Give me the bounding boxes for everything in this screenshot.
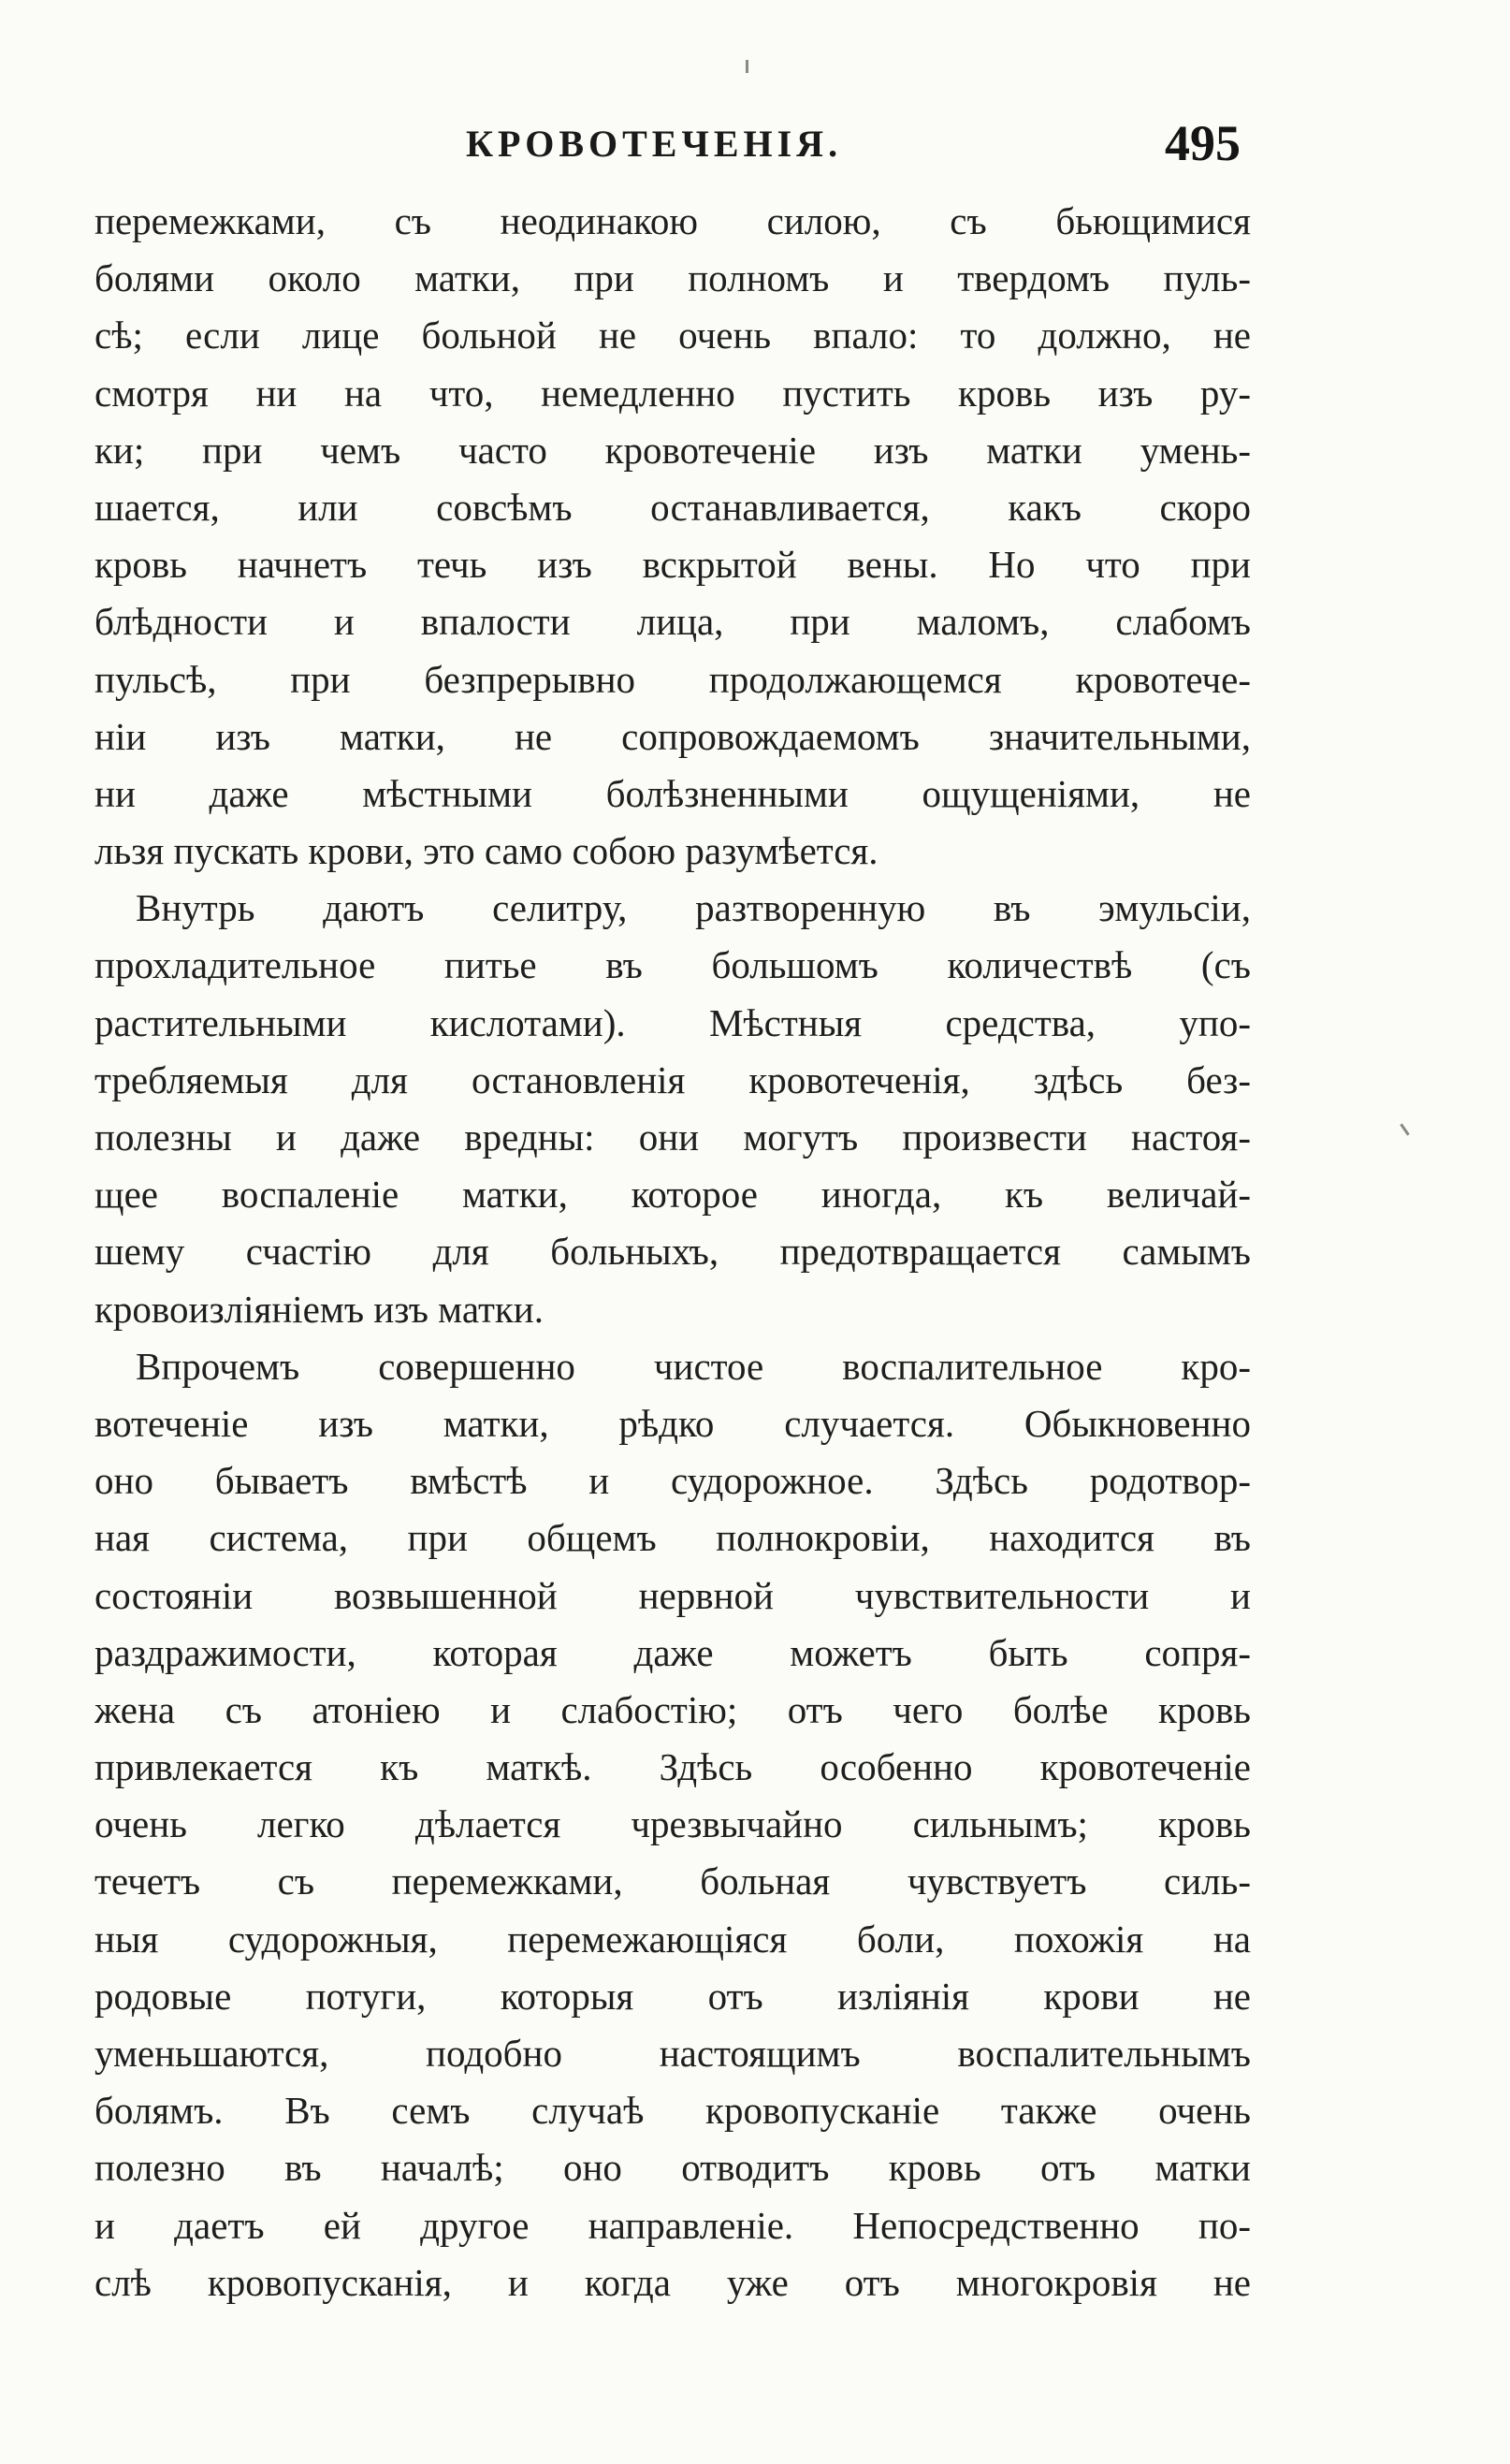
- text-line: уменьшаются, подобно настоящимъ воспалительнымъ: [94, 2032, 1251, 2075]
- text-line: перемежками, съ неодинакою силою, съ бьющимися: [94, 199, 1251, 242]
- text-line: требляемыя для остановленія кровотеченія, здѣсь без-: [94, 1057, 1251, 1101]
- text-line: вотеченіе изъ матки, рѣдко случается. Обыкновенно: [94, 1401, 1251, 1445]
- text-line: и даетъ ей другое направленіе. Непосредственно по-: [94, 2203, 1251, 2247]
- running-head: [0, 115, 1510, 187]
- text-line: состояніи возвышенной нервной чувствительности и: [94, 1573, 1251, 1617]
- paragraph-last-line: кровоизліяніемъ изъ матки.: [94, 1287, 544, 1331]
- speck-mark: [1400, 1123, 1409, 1135]
- text-line: щее воспаленіе матки, которое иногда, къ величай-: [94, 1173, 1251, 1217]
- paragraph-first-line: Впрочемъ совершенно чистое воспалительное кро-: [136, 1344, 1251, 1388]
- text-line: растительными кислотами). Мѣстныя средства, упо-: [94, 1000, 1251, 1044]
- text-line: кровь начнетъ течь изъ вскрытой вены. Но что при: [94, 543, 1251, 587]
- text-line: привлекается къ маткѣ. Здѣсь особенно кровотеченіе: [94, 1745, 1251, 1789]
- speck-mark: [746, 60, 748, 73]
- page-number: 495: [1165, 115, 1241, 171]
- text-line: сѣ; если лице больной не очень впало: то должно, не: [94, 313, 1251, 357]
- text-line: ныя судорожныя, перемежающіяся боли, похожія на: [94, 1917, 1251, 1961]
- text-line: ная система, при общемъ полнокровіи, находится въ: [94, 1516, 1251, 1560]
- text-line: ни даже мѣстными болѣзненными ощущеніями, не: [94, 771, 1251, 815]
- text-line: очень легко дѣлается чрезвычайно сильнымъ; кровь: [94, 1802, 1251, 1846]
- text-line: полезны и даже вредны: они могутъ произвести настоя-: [94, 1115, 1251, 1159]
- text-line: болями около матки, при полномъ и твердомъ пуль-: [94, 256, 1251, 300]
- text-line: болямъ. Въ семъ случаѣ кровопусканіе также очень: [94, 2089, 1251, 2133]
- paragraph-last-line: льзя пускать крови, это само собою разумѣется.: [94, 829, 878, 873]
- text-line: блѣдности и впалости лица, при маломъ, слабомъ: [94, 600, 1251, 644]
- text-line: родовые потуги, которыя отъ изліянія крови не: [94, 1974, 1251, 2018]
- text-line: ніи изъ матки, не сопровождаемомъ значительными,: [94, 714, 1251, 758]
- text-line: шему счастію для больныхъ, предотвращается самымъ: [94, 1230, 1251, 1274]
- text-line: оно бываетъ вмѣстѣ и судорожное. Здѣсь родотвор-: [94, 1459, 1251, 1503]
- text-line: прохладительное питье въ большомъ количествѣ (съ: [94, 943, 1251, 987]
- text-line: пульсѣ, при безпрерывно продолжающемся кровотече-: [94, 657, 1251, 701]
- text-line: раздражимости, которая даже можетъ быть сопря-: [94, 1630, 1251, 1674]
- text-line: шается, или совсѣмъ останавливается, какъ скоро: [94, 485, 1251, 529]
- text-line: течетъ съ перемежками, больная чувствуетъ силь-: [94, 1859, 1251, 1903]
- text-line: полезно въ началѣ; оно отводитъ кровь отъ матки: [94, 2146, 1251, 2190]
- text-line: жена съ атоніею и слабостію; отъ чего болѣе кровь: [94, 1687, 1251, 1731]
- text-line: ки; при чемъ часто кровотеченіе изъ матки умень-: [94, 428, 1251, 472]
- text-line: слѣ кровопусканія, и когда уже отъ многокровія не: [94, 2260, 1251, 2304]
- running-title: КРОВОТЕЧЕНІЯ.: [466, 123, 843, 165]
- text-line: смотря ни на что, немедленно пустить кровь изъ ру-: [94, 371, 1251, 415]
- body-text: [94, 193, 1251, 2311]
- paragraph-first-line: Внутрь даютъ селитру, разтворенную въ эмульсіи,: [136, 886, 1251, 930]
